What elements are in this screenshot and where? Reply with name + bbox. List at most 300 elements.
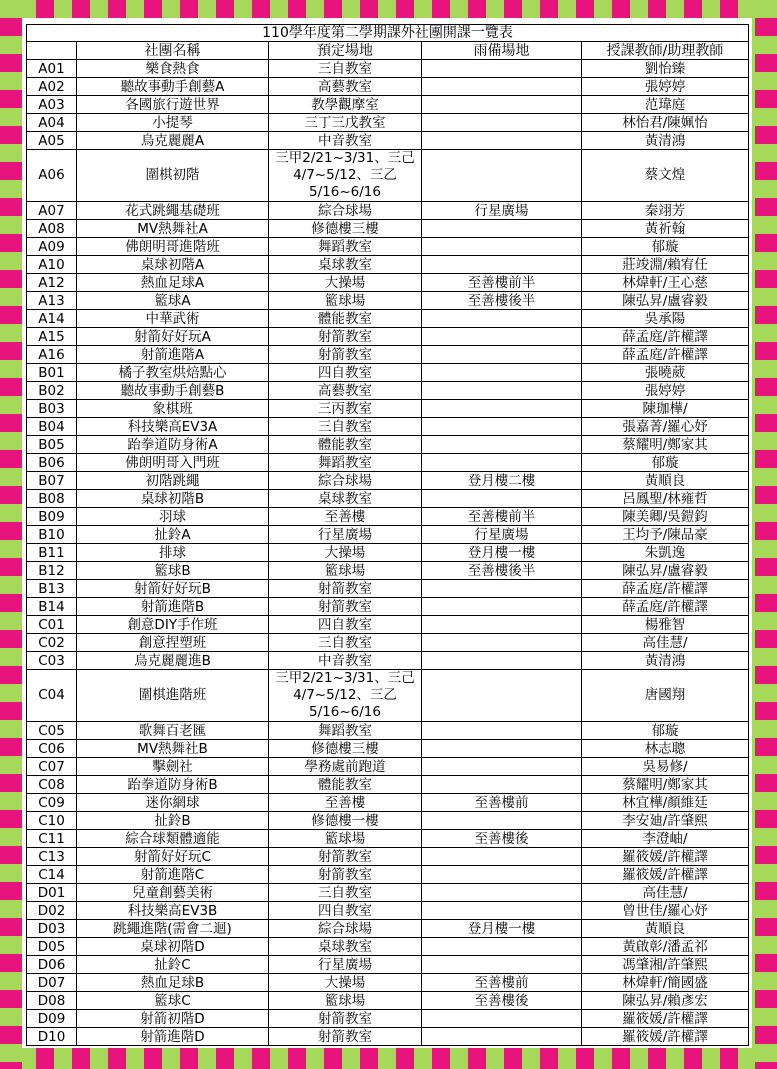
- club-code-cell: A07: [27, 202, 77, 220]
- club-name-cell: 中華武術: [77, 310, 269, 328]
- rain-venue-cell: [422, 1028, 582, 1046]
- teacher-cell: 陳弘昇/賴彥宏: [582, 992, 749, 1010]
- venue-cell: 三自教室: [269, 418, 422, 436]
- table-row: [27, 292, 749, 310]
- venue-cell: 四自教室: [269, 616, 422, 634]
- club-code-cell: D07: [27, 974, 77, 992]
- club-name-cell: 射箭進階B: [77, 598, 269, 616]
- table-row: [27, 328, 749, 346]
- header-club-name: 社團名稱: [77, 42, 269, 60]
- club-schedule-table: [26, 24, 749, 1046]
- club-code-cell: B01: [27, 364, 77, 382]
- table-title: 110學年度第二學期課外社團開課一覽表: [27, 25, 749, 42]
- venue-cell: 射箭教室: [269, 866, 422, 884]
- teacher-cell: 李澄岫/: [582, 830, 749, 848]
- teacher-cell: 吳承陽: [582, 310, 749, 328]
- club-name-cell: 射箭進階D: [77, 1028, 269, 1046]
- rain-venue-cell: [422, 722, 582, 740]
- club-code-cell: B10: [27, 526, 77, 544]
- rain-venue-cell: [422, 902, 582, 920]
- rain-venue-cell: [422, 670, 582, 722]
- club-code-cell: D02: [27, 902, 77, 920]
- teacher-cell: 羅筱媛/許權譯: [582, 866, 749, 884]
- header-row: [27, 42, 749, 60]
- club-code-cell: A06: [27, 150, 77, 202]
- rain-venue-cell: [422, 866, 582, 884]
- club-code-cell: C14: [27, 866, 77, 884]
- rain-venue-cell: [422, 238, 582, 256]
- club-name-cell: 圍棋進階班: [77, 670, 269, 722]
- rain-venue-cell: 至善樓後: [422, 992, 582, 1010]
- teacher-cell: 呂鳳聖/林雍哲: [582, 490, 749, 508]
- teacher-cell: 曾世佳/羅心妤: [582, 902, 749, 920]
- rain-venue-cell: [422, 616, 582, 634]
- venue-cell: 教學觀摩室: [269, 96, 422, 114]
- teacher-cell: 唐國翔: [582, 670, 749, 722]
- club-code-cell: C10: [27, 812, 77, 830]
- table-row: [27, 256, 749, 274]
- club-name-cell: 熱血足球B: [77, 974, 269, 992]
- teacher-cell: 黃順良: [582, 920, 749, 938]
- table-row: [27, 454, 749, 472]
- rain-venue-cell: [422, 418, 582, 436]
- rain-venue-cell: [422, 598, 582, 616]
- teacher-cell: 林怡君/陳姵怡: [582, 114, 749, 132]
- teacher-cell: 羅筱媛/許權譯: [582, 848, 749, 866]
- rain-venue-cell: 至善樓後半: [422, 562, 582, 580]
- club-code-cell: D09: [27, 1010, 77, 1028]
- venue-cell: 籃球場: [269, 562, 422, 580]
- club-name-cell: 射箭進階C: [77, 866, 269, 884]
- club-name-cell: 圍棋初階: [77, 150, 269, 202]
- table-row: [27, 490, 749, 508]
- venue-cell: 舞蹈教室: [269, 238, 422, 256]
- teacher-cell: 劉怡臻: [582, 60, 749, 78]
- venue-cell: 射箭教室: [269, 848, 422, 866]
- rain-venue-cell: [422, 758, 582, 776]
- table-row: [27, 974, 749, 992]
- rain-venue-cell: [422, 328, 582, 346]
- table-row: [27, 274, 749, 292]
- venue-cell: 大操場: [269, 974, 422, 992]
- club-name-cell: 射箭好好玩C: [77, 848, 269, 866]
- club-code-cell: A03: [27, 96, 77, 114]
- venue-cell: 至善樓: [269, 794, 422, 812]
- table-row: [27, 544, 749, 562]
- table-row: [27, 992, 749, 1010]
- club-name-cell: MV熱舞社A: [77, 220, 269, 238]
- club-code-cell: C08: [27, 776, 77, 794]
- venue-cell: 四自教室: [269, 902, 422, 920]
- club-code-cell: D08: [27, 992, 77, 1010]
- document-sheet: [22, 18, 752, 1048]
- venue-cell: 綜合球場: [269, 472, 422, 490]
- club-name-cell: 聽故事動手創藝A: [77, 78, 269, 96]
- teacher-cell: 高佳慧/: [582, 884, 749, 902]
- club-name-cell: 籃球B: [77, 562, 269, 580]
- rain-venue-cell: [422, 114, 582, 132]
- teacher-cell: 薛孟庭/許權譯: [582, 580, 749, 598]
- rain-venue-cell: [422, 220, 582, 238]
- club-code-cell: A13: [27, 292, 77, 310]
- teacher-cell: 黃清鴻: [582, 132, 749, 150]
- club-code-cell: A04: [27, 114, 77, 132]
- table-row: [27, 848, 749, 866]
- teacher-cell: 薛孟庭/許權譯: [582, 598, 749, 616]
- table-row: [27, 616, 749, 634]
- venue-cell: 四自教室: [269, 364, 422, 382]
- venue-cell: 中音教室: [269, 132, 422, 150]
- venue-cell: 修德樓一樓: [269, 812, 422, 830]
- table-row: [27, 652, 749, 670]
- table-row: [27, 1028, 749, 1046]
- rain-venue-cell: [422, 78, 582, 96]
- table-row: [27, 1010, 749, 1028]
- club-name-cell: 桌球初階A: [77, 256, 269, 274]
- club-name-cell: 排球: [77, 544, 269, 562]
- rain-venue-cell: [422, 132, 582, 150]
- club-code-cell: C11: [27, 830, 77, 848]
- rain-venue-cell: 登月樓一樓: [422, 544, 582, 562]
- rain-venue-cell: [422, 346, 582, 364]
- venue-cell: 三甲2/21~3/31、三己4/7~5/12、三乙5/16~6/16: [269, 670, 422, 722]
- club-name-cell: 烏克麗麗A: [77, 132, 269, 150]
- teacher-cell: 林宜樺/顏維廷: [582, 794, 749, 812]
- club-name-cell: 擊劍社: [77, 758, 269, 776]
- club-name-cell: 科技樂高EV3A: [77, 418, 269, 436]
- teacher-cell: 張嘉菁/羅心妤: [582, 418, 749, 436]
- club-code-cell: A15: [27, 328, 77, 346]
- club-name-cell: 歌舞百老匯: [77, 722, 269, 740]
- table-row: [27, 938, 749, 956]
- venue-cell: 高藝教室: [269, 78, 422, 96]
- teacher-cell: 蔡耀明/鄭家其: [582, 436, 749, 454]
- club-name-cell: 扯鈴A: [77, 526, 269, 544]
- club-code-cell: B07: [27, 472, 77, 490]
- club-code-cell: A10: [27, 256, 77, 274]
- club-name-cell: 科技樂高EV3B: [77, 902, 269, 920]
- club-code-cell: A12: [27, 274, 77, 292]
- table-row: [27, 580, 749, 598]
- header-rain-venue: 雨備場地: [422, 42, 582, 60]
- club-code-cell: D01: [27, 884, 77, 902]
- table-row: [27, 78, 749, 96]
- club-code-cell: D06: [27, 956, 77, 974]
- venue-cell: 三丁三戊教室: [269, 114, 422, 132]
- club-name-cell: MV熱舞社B: [77, 740, 269, 758]
- club-name-cell: 迷你網球: [77, 794, 269, 812]
- club-name-cell: 羽球: [77, 508, 269, 526]
- club-code-cell: D03: [27, 920, 77, 938]
- venue-cell: 體能教室: [269, 310, 422, 328]
- club-name-cell: 佛朗明哥入門班: [77, 454, 269, 472]
- club-code-cell: D05: [27, 938, 77, 956]
- rain-venue-cell: 行星廣場: [422, 526, 582, 544]
- teacher-cell: 羅筱媛/許權譯: [582, 1028, 749, 1046]
- club-name-cell: 射箭初階D: [77, 1010, 269, 1028]
- venue-cell: 籃球場: [269, 292, 422, 310]
- club-name-cell: 兒童創藝美術: [77, 884, 269, 902]
- table-row: [27, 526, 749, 544]
- venue-cell: 三自教室: [269, 60, 422, 78]
- club-code-cell: A09: [27, 238, 77, 256]
- rain-venue-cell: [422, 812, 582, 830]
- venue-cell: 射箭教室: [269, 346, 422, 364]
- club-name-cell: 創意捏塑班: [77, 634, 269, 652]
- table-row: [27, 202, 749, 220]
- table-row: [27, 670, 749, 722]
- rain-venue-cell: [422, 96, 582, 114]
- teacher-cell: 郁璇: [582, 454, 749, 472]
- venue-cell: 三丙教室: [269, 400, 422, 418]
- table-row: [27, 114, 749, 132]
- table-row: [27, 740, 749, 758]
- club-code-cell: B09: [27, 508, 77, 526]
- table-row: [27, 758, 749, 776]
- table-row: [27, 956, 749, 974]
- table-row: [27, 364, 749, 382]
- rain-venue-cell: [422, 652, 582, 670]
- table-row: [27, 382, 749, 400]
- venue-cell: 籃球場: [269, 830, 422, 848]
- teacher-cell: 陳珈樺/: [582, 400, 749, 418]
- table-row: [27, 346, 749, 364]
- rain-venue-cell: [422, 310, 582, 328]
- rain-venue-cell: 登月樓一樓: [422, 920, 582, 938]
- venue-cell: 綜合球場: [269, 920, 422, 938]
- club-name-cell: 跆拳道防身術B: [77, 776, 269, 794]
- table-row: [27, 866, 749, 884]
- teacher-cell: 高佳慧/: [582, 634, 749, 652]
- table-row: [27, 562, 749, 580]
- club-name-cell: 綜合球類體適能: [77, 830, 269, 848]
- venue-cell: 體能教室: [269, 436, 422, 454]
- club-name-cell: 創意DIY手作班: [77, 616, 269, 634]
- club-code-cell: B02: [27, 382, 77, 400]
- rain-venue-cell: 至善樓前: [422, 974, 582, 992]
- club-name-cell: 象棋班: [77, 400, 269, 418]
- table-row: [27, 634, 749, 652]
- club-name-cell: 初階跳繩: [77, 472, 269, 490]
- teacher-cell: 林煒軒/王心慈: [582, 274, 749, 292]
- rain-venue-cell: [422, 454, 582, 472]
- rain-venue-cell: [422, 884, 582, 902]
- club-name-cell: 射箭好好玩B: [77, 580, 269, 598]
- venue-cell: 射箭教室: [269, 580, 422, 598]
- teacher-cell: 李安廸/許肇熙: [582, 812, 749, 830]
- teacher-cell: 王均予/陳品豪: [582, 526, 749, 544]
- table-row: [27, 310, 749, 328]
- rain-venue-cell: [422, 956, 582, 974]
- rain-venue-cell: [422, 580, 582, 598]
- club-name-cell: 跳繩進階(需會二迴): [77, 920, 269, 938]
- table-row: [27, 794, 749, 812]
- club-name-cell: 橘子教室烘焙點心: [77, 364, 269, 382]
- club-name-cell: 花式跳繩基礎班: [77, 202, 269, 220]
- venue-cell: 行星廣場: [269, 956, 422, 974]
- club-code-cell: A05: [27, 132, 77, 150]
- venue-cell: 射箭教室: [269, 598, 422, 616]
- rain-venue-cell: [422, 364, 582, 382]
- table-row: [27, 920, 749, 938]
- teacher-cell: 蔡耀明/鄭家其: [582, 776, 749, 794]
- club-code-cell: B11: [27, 544, 77, 562]
- club-name-cell: 桌球初階B: [77, 490, 269, 508]
- teacher-cell: 郁璇: [582, 238, 749, 256]
- teacher-cell: 張婷婷: [582, 78, 749, 96]
- rain-venue-cell: 至善樓後半: [422, 292, 582, 310]
- table-row: [27, 436, 749, 454]
- table-row: [27, 472, 749, 490]
- left-border: [0, 0, 22, 1069]
- club-name-cell: 射箭進階A: [77, 346, 269, 364]
- club-code-cell: B06: [27, 454, 77, 472]
- venue-cell: 射箭教室: [269, 1028, 422, 1046]
- venue-cell: 體能教室: [269, 776, 422, 794]
- table-row: [27, 96, 749, 114]
- club-name-cell: 籃球A: [77, 292, 269, 310]
- rain-venue-cell: [422, 848, 582, 866]
- venue-cell: 行星廣場: [269, 526, 422, 544]
- rain-venue-cell: [422, 776, 582, 794]
- table-row: [27, 132, 749, 150]
- table-row: [27, 884, 749, 902]
- rain-venue-cell: [422, 436, 582, 454]
- rain-venue-cell: [422, 60, 582, 78]
- venue-cell: 綜合球場: [269, 202, 422, 220]
- venue-cell: 籃球場: [269, 992, 422, 1010]
- venue-cell: 三自教室: [269, 884, 422, 902]
- rain-venue-cell: 行星廣場: [422, 202, 582, 220]
- club-code-cell: C13: [27, 848, 77, 866]
- venue-cell: 桌球教室: [269, 490, 422, 508]
- teacher-cell: 黃祈翰: [582, 220, 749, 238]
- venue-cell: 學務處前跑道: [269, 758, 422, 776]
- venue-cell: 三自教室: [269, 634, 422, 652]
- venue-cell: 舞蹈教室: [269, 454, 422, 472]
- club-name-cell: 扯鈴C: [77, 956, 269, 974]
- club-name-cell: 樂食熱食: [77, 60, 269, 78]
- club-name-cell: 各國旅行遊世界: [77, 96, 269, 114]
- table-row: [27, 508, 749, 526]
- teacher-cell: 陳弘昇/盧睿毅: [582, 562, 749, 580]
- rain-venue-cell: [422, 634, 582, 652]
- club-code-cell: B03: [27, 400, 77, 418]
- venue-cell: 至善樓: [269, 508, 422, 526]
- rain-venue-cell: 至善樓前: [422, 794, 582, 812]
- club-code-cell: A16: [27, 346, 77, 364]
- rain-venue-cell: [422, 400, 582, 418]
- teacher-cell: 羅筱媛/許權譯: [582, 1010, 749, 1028]
- club-code-cell: C02: [27, 634, 77, 652]
- table-row: [27, 722, 749, 740]
- venue-cell: 射箭教室: [269, 328, 422, 346]
- club-code-cell: B13: [27, 580, 77, 598]
- venue-cell: 大操場: [269, 544, 422, 562]
- header-venue: 預定場地: [269, 42, 422, 60]
- table-row: [27, 418, 749, 436]
- teacher-cell: 林志聰: [582, 740, 749, 758]
- club-code-cell: C05: [27, 722, 77, 740]
- table-row: [27, 238, 749, 256]
- club-code-cell: C03: [27, 652, 77, 670]
- table-row: [27, 830, 749, 848]
- rain-venue-cell: [422, 1010, 582, 1028]
- teacher-cell: 郁璇: [582, 722, 749, 740]
- teacher-cell: 張婷婷: [582, 382, 749, 400]
- club-name-cell: 烏克麗麗進B: [77, 652, 269, 670]
- club-code-cell: A01: [27, 60, 77, 78]
- club-code-cell: B04: [27, 418, 77, 436]
- rain-venue-cell: [422, 938, 582, 956]
- venue-cell: 桌球教室: [269, 938, 422, 956]
- table-row: [27, 812, 749, 830]
- club-code-cell: C06: [27, 740, 77, 758]
- club-code-cell: A02: [27, 78, 77, 96]
- club-code-cell: B14: [27, 598, 77, 616]
- teacher-cell: 吳易修/: [582, 758, 749, 776]
- club-name-cell: 跆拳道防身術A: [77, 436, 269, 454]
- club-code-cell: C04: [27, 670, 77, 722]
- teacher-cell: 陳美卿/吳鎧鈞: [582, 508, 749, 526]
- table-row: [27, 220, 749, 238]
- club-name-cell: 聽故事動手創藝B: [77, 382, 269, 400]
- teacher-cell: 楊雅智: [582, 616, 749, 634]
- rain-venue-cell: [422, 382, 582, 400]
- teacher-cell: 黃順良: [582, 472, 749, 490]
- club-code-cell: C07: [27, 758, 77, 776]
- club-code-cell: D10: [27, 1028, 77, 1046]
- teacher-cell: 張曉葳: [582, 364, 749, 382]
- teacher-cell: 莊竣淵/賴宥任: [582, 256, 749, 274]
- table-row: [27, 60, 749, 78]
- header-code: [27, 42, 77, 60]
- club-code-cell: A14: [27, 310, 77, 328]
- rain-venue-cell: 登月樓二樓: [422, 472, 582, 490]
- right-border: [755, 0, 777, 1069]
- header-teacher: 授課教師/助理教師: [582, 42, 749, 60]
- venue-cell: 修德樓三樓: [269, 740, 422, 758]
- club-code-cell: B12: [27, 562, 77, 580]
- venue-cell: 高藝教室: [269, 382, 422, 400]
- club-name-cell: 桌球初階D: [77, 938, 269, 956]
- club-code-cell: B05: [27, 436, 77, 454]
- club-name-cell: 扯鈴B: [77, 812, 269, 830]
- club-name-cell: 籃球C: [77, 992, 269, 1010]
- teacher-cell: 薛孟庭/許權譯: [582, 328, 749, 346]
- venue-cell: 中音教室: [269, 652, 422, 670]
- club-name-cell: 熱血足球A: [77, 274, 269, 292]
- table-row: [27, 598, 749, 616]
- rain-venue-cell: 至善樓前半: [422, 274, 582, 292]
- table-row: [27, 902, 749, 920]
- teacher-cell: 秦翊芳: [582, 202, 749, 220]
- club-code-cell: A08: [27, 220, 77, 238]
- venue-cell: 射箭教室: [269, 1010, 422, 1028]
- table-row: [27, 150, 749, 202]
- venue-cell: 修德樓三樓: [269, 220, 422, 238]
- venue-cell: 三甲2/21~3/31、三己4/7~5/12、三乙5/16~6/16: [269, 150, 422, 202]
- teacher-cell: 范瑋庭: [582, 96, 749, 114]
- teacher-cell: 馮肇湘/許肇熙: [582, 956, 749, 974]
- club-code-cell: C01: [27, 616, 77, 634]
- club-name-cell: 佛朗明哥進階班: [77, 238, 269, 256]
- club-name-cell: 射箭好好玩A: [77, 328, 269, 346]
- rain-venue-cell: 至善樓後: [422, 830, 582, 848]
- teacher-cell: 黃清鴻: [582, 652, 749, 670]
- teacher-cell: 蔡文煌: [582, 150, 749, 202]
- teacher-cell: 陳弘昇/盧睿毅: [582, 292, 749, 310]
